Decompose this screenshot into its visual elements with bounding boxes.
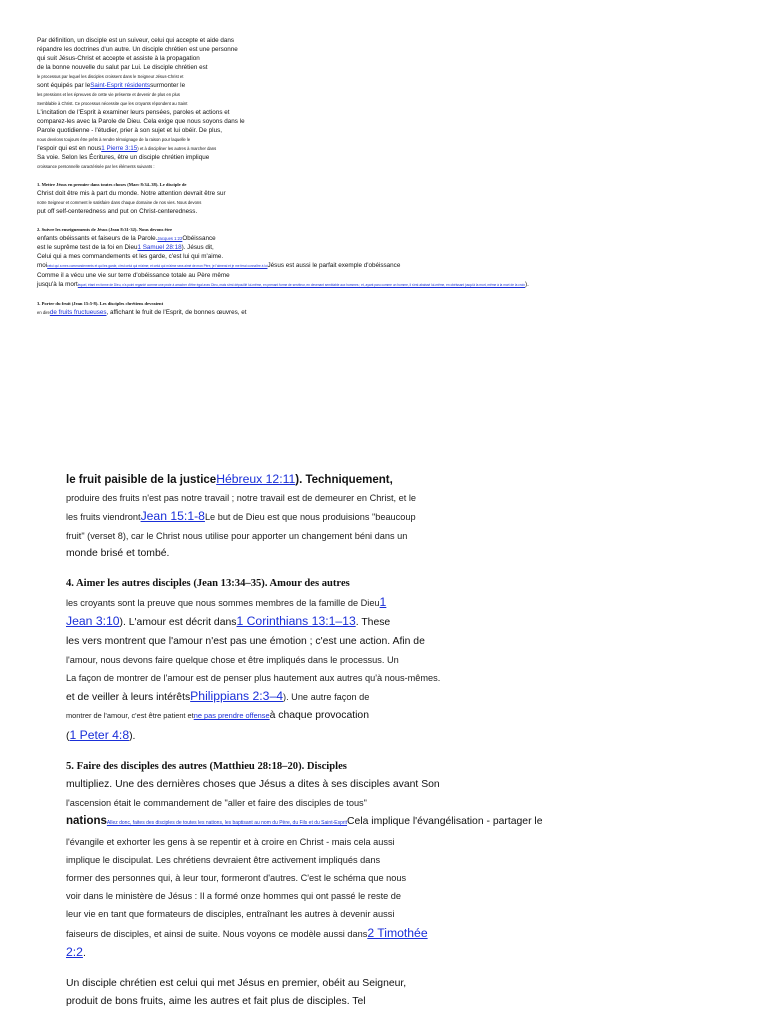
text-line: les pressions et les épreuves de cette vie présente et devenir de plus en plus: [37, 92, 180, 97]
document-page-2: [66, 470, 766, 1011]
text-line: Comme il a vécu une vie sur terre d'obéissance totale au Père même: [37, 272, 230, 279]
text-line: comparez-les avec la Parole de Dieu. Cela exige que nous soyons dans le: [37, 118, 245, 125]
scripture-popup-text[interactable]: celui qui a mes commandements et qui les garde, c'est celui qui m'aime; et celui qui m'aime sera aimé de mon Père, je l'aimerai et je me ferai connaître à lui: [47, 264, 268, 268]
text-line: les croyants sont la preuve que nous sommes membres de la famille de Dieu1: [66, 595, 387, 610]
text-line: faiseurs de disciples, et ainsi de suite. Nous voyons ce modèle aussi dans2 Timothée: [66, 925, 428, 940]
text-line: fruit" (verset 8), car le Christ nous utilise pour apporter un changement béni dans un: [66, 530, 408, 541]
text-line: multipliez. Une des dernières choses que Jésus a dites à ses disciples avant Son: [66, 779, 440, 791]
text-line: l'amour, nous devons faire quelque chose et être impliqués dans le processus. Un: [66, 654, 399, 665]
text-line: moicelui qui a mes commandements et qui les garde, c'est celui qui m'aime; et celui qui m'aime sera aimé de mon Père, je l'aimerai et je me ferai connaître à luiJésus est aussi le parfait exemple d'obéissance: [37, 262, 401, 269]
text-line: jusqu'à la mortlequel, étant en forme de Dieu, n'a point regardé comme une proie à arracher d'être égal avec Dieu, mais s'est dépouillé lui-même, en prenant forme de serviteur, en devenant semblable aux hommes ; et, ayant paru comme un homme, il s'est abaissé lui-même, en obéissant jusqu'à la mort, même à la mort de la croix).: [37, 281, 529, 288]
section-heading: 2. Suivre les enseignements de Jésus (Jean 8:31-32). Nous devons être: [37, 227, 173, 232]
text-line: les fruits viendrontJean 15:1-8Le but de Dieu est que nous produisions "beaucoup: [66, 509, 416, 524]
scripture-link[interactable]: Philippians 2:3–4: [190, 689, 284, 704]
text-line: notre Seigneur et comment le satisfaire dans chaque domaine de nos vies. Nous devons: [37, 200, 202, 205]
text-line: nationsAllez donc, faites des disciples de toutes les nations, les baptisant au nom du Père, du Fils et du Saint-EspritCela implique l'évangélisation - partager le: [66, 815, 543, 828]
scripture-link[interactable]: 1 Pierre 3:15: [101, 145, 138, 152]
text-line: le processus par lequel les disciples croissent dans le Seigneur Jésus-Christ et: [37, 74, 184, 79]
text-line: de la bonne nouvelle du salut par Lui. Le disciple chrétien est: [37, 64, 208, 71]
section-heading: 4. Aimer les autres disciples (Jean 13:34–35). Amour des autres: [66, 578, 350, 590]
section-heading: 3. Porter du fruit (Jean 15:5-8). Les disciples chrétiens devraient: [37, 301, 164, 306]
text-line: monde brisé et tombé.: [66, 547, 170, 559]
text-line: les vers montrent que l'amour n'est pas une émotion ; c'est une action. Afin de: [66, 635, 425, 647]
scripture-link[interactable]: 2 Timothée: [367, 925, 428, 940]
text-line: en direde fruits fructueuses, affichant le fruit de l'Esprit, de bonnes œuvres, et: [37, 309, 247, 316]
section-heading: 1. Mettre Jésus en premier dans toutes choses (Marc 8:34–38). Le disciple de: [37, 182, 187, 187]
text-line: Un disciple chrétien est celui qui met Jésus en premier, obéit au Seigneur,: [66, 978, 407, 990]
text-line: le fruit paisible de la justiceHébreux 12:11). Techniquement,: [66, 472, 393, 486]
text-line: et de veiller à leurs intérêtsPhilippians 2:3–4). Une autre façon de: [66, 689, 370, 704]
scripture-link[interactable]: 1 Corinthians 13:1–13: [236, 614, 356, 629]
scripture-link[interactable]: 1 Peter 4:8: [69, 727, 130, 742]
text-line: Semblable à Christ. Ce processus nécessite que les croyants répondent au Saint: [37, 101, 188, 106]
text-line: nous devrions toujours être prêts à rendre témoignage de la raison pour laquelle le: [37, 137, 191, 142]
scripture-link[interactable]: Hébreux 12:11: [216, 472, 296, 486]
text-line: Sa voie. Selon les Écritures, être un disciple chrétien implique: [37, 154, 210, 161]
scripture-link[interactable]: Jean 3:10: [66, 614, 120, 629]
text-line: leur vie en tant que formateurs de disciples, entraînant les autres à devenir aussi: [66, 909, 395, 920]
text-line: l'ascension était le commandement de "aller et faire des disciples de tous": [66, 798, 367, 809]
text-line: croissance personnelle caractérisée par les éléments suivants :: [37, 164, 155, 169]
scripture-popup-text[interactable]: lequel, étant en forme de Dieu, n'a point regardé comme une proie à arracher d'être égal avec Dieu, mais s'est dépouillé lui-même, en prenant forme de serviteur, en devenant semblable aux hommes ; et, ayant paru comme un homme, il s'est abaissé lui-même, en obéissant jusqu'à la mort, même à la mort de la croix: [77, 283, 525, 287]
text-line: répandre les doctrines d'un autre. Un disciple chrétien est une personne: [37, 46, 238, 53]
text-line: est le suprême test de la foi en Dieu1 Samuel 28:18). Jésus dit,: [37, 244, 214, 251]
text-line: former des personnes qui, à leur tour, formeront d'autres. C'est le schéma que nous: [66, 873, 407, 884]
scripture-link[interactable]: de fruits fructueuses: [49, 309, 107, 316]
text-line: l'évangile et exhorter les gens à se repentir et à croire en Christ - mais cela aussi: [66, 836, 395, 847]
scripture-link[interactable]: ne pas prendre offense: [193, 711, 270, 721]
scripture-link[interactable]: Jacques 1:22: [157, 236, 183, 241]
text-line: produit de bons fruits, aime les autres et fait plus de disciples. Tel: [66, 996, 366, 1008]
text-line: La façon de montrer de l'amour est de penser plus hautement aux autres qu'à nous-mêmes.: [66, 673, 441, 684]
scripture-link[interactable]: 2:2: [66, 944, 83, 959]
text-line: qui suit Jésus-Christ et accepte et assiste à la propagation: [37, 55, 200, 62]
scripture-popup-text[interactable]: Allez donc, faites des disciples de toutes les nations, les baptisant au nom du Père, du Fils et du Saint-Esprit: [106, 820, 348, 827]
text-line: voir dans le ministère de Jésus : Il a formé onze hommes qui ont passé le reste de: [66, 891, 401, 902]
section-heading: 5. Faire des disciples des autres (Matthieu 28:18–20). Disciples: [66, 760, 347, 772]
scripture-link[interactable]: Saint-Esprit résidents: [90, 82, 151, 89]
text-line: enfants obéissants et faiseurs de la Parole.Jacques 1:22Obéissance: [37, 235, 216, 242]
text-line: produire des fruits n'est pas notre travail ; notre travail est de demeurer en Christ, et le: [66, 493, 417, 504]
text-line: put off self-centeredness and put on Christ-centeredness.: [37, 208, 198, 215]
text-line: 2:2.: [66, 944, 86, 959]
text-line: Celui qui a mes commandements et les garde, c'est lui qui m'aime.: [37, 253, 224, 260]
document-page-1: [37, 36, 765, 317]
text-line: montrer de l'amour, c'est être patient etne pas prendre offenseà chaque provocation: [66, 710, 369, 722]
text-line: Par définition, un disciple est un suiveur, celui qui accepte et aide dans: [37, 37, 235, 44]
text-line: Parole quotidienne - l'étudier, prier à son sujet et lui obéir. De plus,: [37, 127, 222, 134]
text-line: l'espoir qui est en nous1 Pierre 3:15) et à discipliner les autres à marcher dans: [37, 145, 217, 152]
text-line: sont équipés par leSaint-Esprit résidentssurmonter le: [37, 82, 186, 89]
text-line: L'incitation de l'Esprit à examiner leurs pensées, paroles et actions et: [37, 109, 230, 116]
scripture-link[interactable]: Jean 15:1-8: [140, 509, 205, 524]
text-line: Jean 3:10). L'amour est décrit dans1 Corinthians 13:1–13. These: [66, 614, 391, 629]
scripture-link[interactable]: 1: [379, 595, 387, 610]
text-line: implique le discipulat. Les chrétiens devraient être activement impliqués dans: [66, 854, 381, 865]
text-line: (1 Peter 4:8).: [66, 727, 136, 742]
scripture-link[interactable]: 1 Samuel 28:18: [137, 244, 182, 251]
text-line: Christ doit être mis à part du monde. Notre attention devrait être sur: [37, 190, 226, 197]
